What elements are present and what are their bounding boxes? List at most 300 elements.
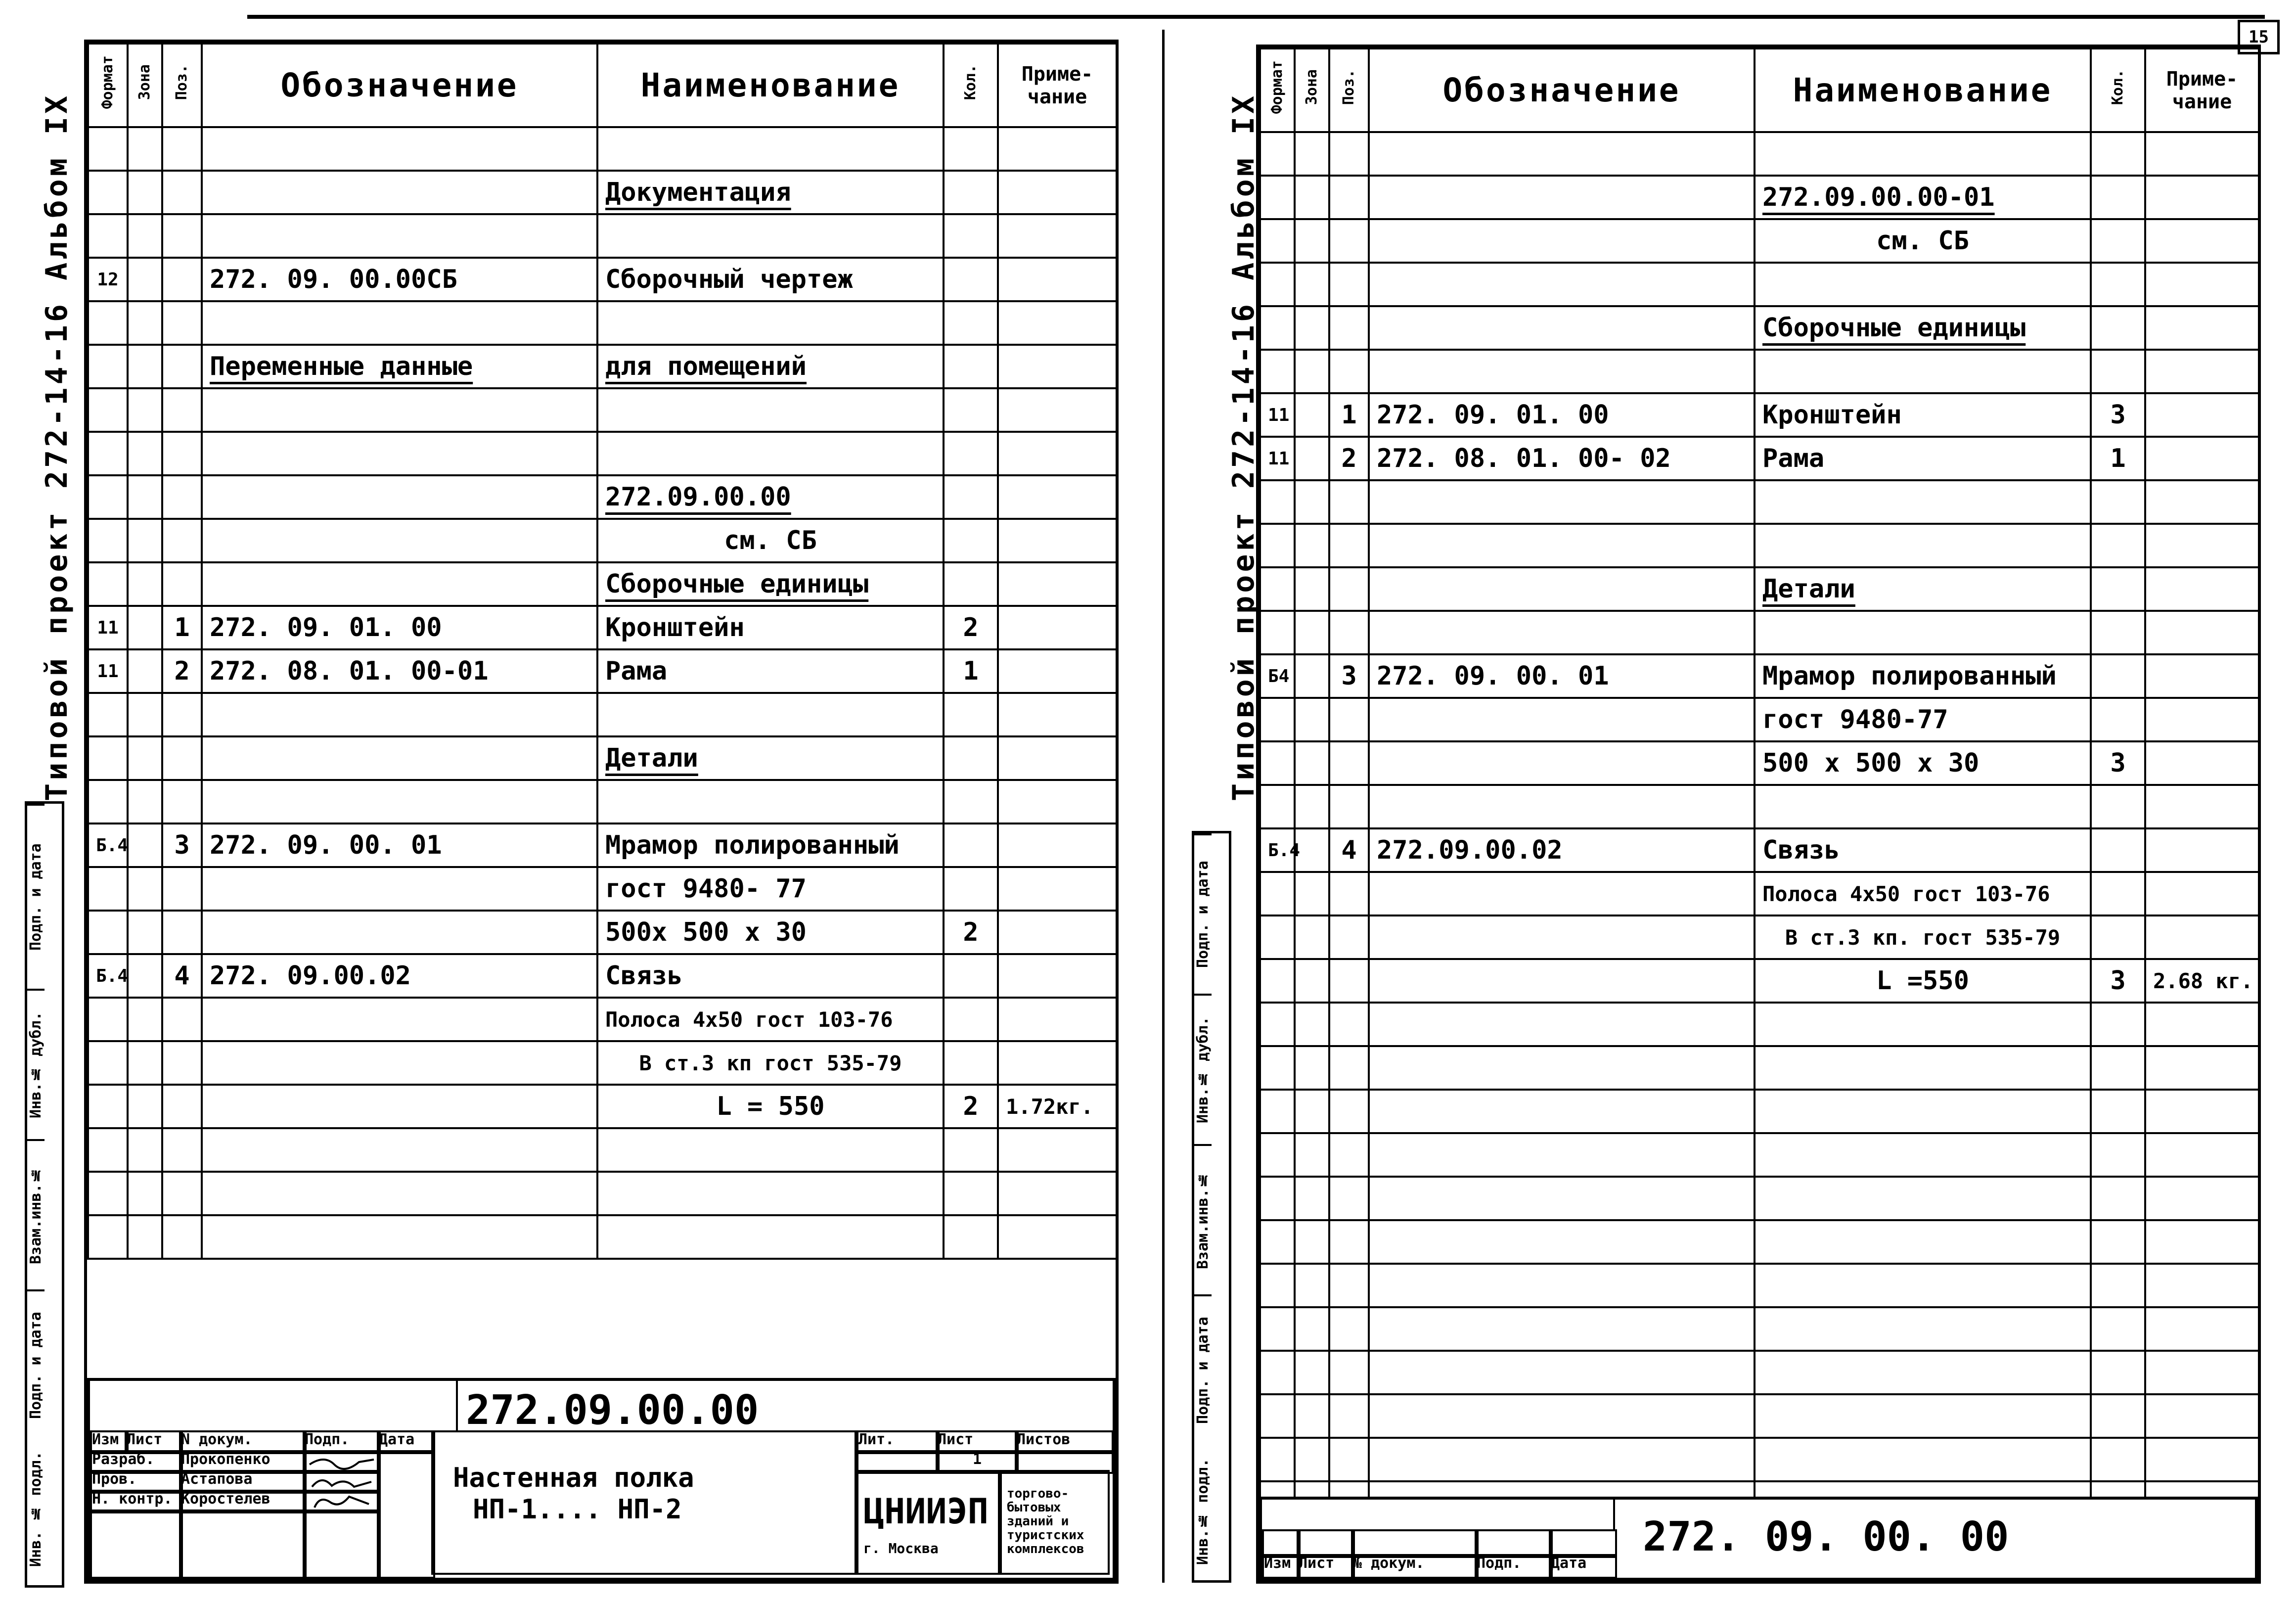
right-qty-cell [2091, 915, 2145, 959]
left-zone-cell [128, 388, 162, 432]
right-designation-cell [1369, 1046, 1755, 1090]
right-spec-row [1260, 567, 2259, 611]
left-qty-cell [944, 911, 998, 954]
right-qty-cell [2091, 1177, 2145, 1220]
right-header-pos: Поз. [1329, 48, 1369, 132]
left-tb-person-3: Коростелев [179, 1490, 307, 1513]
left-qty-cell [944, 214, 998, 258]
right-pos-cell [1329, 350, 1369, 393]
right-note-cell [2145, 1307, 2259, 1351]
right-format-cell [1260, 1264, 1295, 1307]
left-qty-cell [944, 1172, 998, 1215]
left-format-cell [88, 519, 128, 562]
right-qty-cell [2091, 872, 2145, 915]
right-name-cell-text: Сборочные единицы [1762, 313, 2026, 343]
right-qty-cell [2091, 611, 2145, 654]
right-format-cell [1260, 219, 1295, 263]
left-spec-row [88, 475, 1117, 519]
right-pos-cell [1329, 1133, 1369, 1177]
left-name-cell-text: гост 9480- 77 [605, 874, 807, 904]
right-qty-cell [2091, 350, 2145, 393]
right-spec-row [1260, 1220, 2259, 1264]
left-format-cell [88, 171, 128, 214]
left-zone-cell [128, 432, 162, 475]
right-header-row [1260, 48, 2259, 132]
left-zone-cell [128, 519, 162, 562]
right-pos-cell [1329, 1046, 1369, 1090]
right-spec-table [1259, 47, 2260, 1569]
left-pos-cell [162, 562, 202, 606]
left-name-cell-text: 272.09.00.00 [605, 482, 791, 512]
left-zone-cell [128, 345, 162, 388]
right-designation-cell [1369, 785, 1755, 828]
left-side-box-4: Подп. и дата [27, 1289, 45, 1440]
right-name-cell [1755, 524, 2091, 567]
right-spec-row [1260, 654, 2259, 698]
right-name-cell [1755, 176, 2091, 219]
left-qty-cell-text: 2 [963, 613, 979, 642]
left-side-box-2: Инв.№ дубл. [27, 989, 45, 1139]
right-pos-cell [1329, 306, 1369, 350]
right-qty-cell [2091, 219, 2145, 263]
right-zone-cell [1295, 1351, 1329, 1394]
left-designation-cell [202, 736, 597, 780]
left-qty-cell-text: 2 [963, 1092, 979, 1121]
right-spec-row [1260, 611, 2259, 654]
right-note-cell-text: 2.68 кг. [2153, 968, 2253, 993]
left-qty-cell [944, 736, 998, 780]
right-note-cell [2145, 219, 2259, 263]
left-pos-cell-text: 2 [174, 656, 190, 686]
left-product-line2: НП-1.... НП-2 [473, 1494, 682, 1525]
right-format-cell [1260, 1133, 1295, 1177]
left-zone-cell [128, 780, 162, 823]
left-note-cell [998, 475, 1117, 519]
right-format-cell [1260, 828, 1301, 872]
left-designation-cell-text: 272. 09.00.02 [210, 961, 411, 991]
left-header-note: Приме-чание [998, 44, 1117, 127]
right-format-cell [1260, 1220, 1295, 1264]
left-designation-cell [202, 693, 597, 736]
sheet-divider [1162, 30, 1165, 1583]
right-note-cell [2145, 741, 2259, 785]
right-zone-cell [1295, 741, 1329, 785]
right-name-cell-text: Связь [1762, 835, 1840, 865]
left-title-block [87, 1378, 1116, 1581]
left-name-cell [597, 258, 944, 301]
left-org-block [856, 1470, 1000, 1575]
right-designation-cell [1369, 698, 1755, 741]
left-name-cell-text: Сборочные единицы [605, 569, 869, 599]
left-note-cell [998, 954, 1117, 998]
left-tb-sheet-value: 1 [936, 1450, 1019, 1474]
right-name-cell [1755, 698, 2091, 741]
right-spec-body [1260, 48, 2259, 1568]
left-designation-cell [202, 519, 597, 562]
left-qty-cell [944, 562, 998, 606]
right-note-cell [2145, 306, 2259, 350]
left-qty-cell [944, 345, 998, 388]
right-zone-cell [1295, 567, 1329, 611]
right-tb-izm: Изм [1262, 1554, 1301, 1579]
left-header-format: Формат [88, 44, 128, 127]
left-product-name [431, 1430, 856, 1575]
left-name-cell [597, 823, 944, 867]
left-pos-cell-text: 3 [174, 830, 190, 860]
left-tb-lit: Лит. [856, 1430, 940, 1454]
left-pos-cell-text: 4 [174, 961, 190, 991]
left-format-cell [88, 823, 128, 867]
right-zone-cell [1295, 915, 1329, 959]
right-pos-cell-text: 3 [1341, 661, 1357, 691]
right-name-cell-text: В ст.3 кп. гост 535-79 [1785, 925, 2061, 950]
left-name-cell [597, 780, 944, 823]
left-name-cell [597, 1128, 944, 1172]
left-name-cell [597, 214, 944, 258]
left-pos-cell [162, 867, 202, 911]
left-pos-cell [162, 693, 202, 736]
right-spec-row [1260, 437, 2259, 480]
right-note-cell [2145, 480, 2259, 524]
right-format-cell-text: 11 [1268, 448, 1290, 469]
left-name-cell-text: Сборочный чертеж [605, 265, 853, 294]
left-qty-cell [944, 1215, 998, 1259]
left-spec-row [88, 1041, 1117, 1085]
left-format-cell [88, 127, 128, 171]
left-format-cell [88, 1215, 128, 1259]
right-tb-ndok: № докум. [1351, 1554, 1479, 1579]
right-spec-row [1260, 480, 2259, 524]
right-format-cell-text: 11 [1268, 405, 1290, 425]
right-qty-cell [2091, 480, 2145, 524]
right-zone-cell [1295, 132, 1329, 176]
left-qty-cell [944, 301, 998, 345]
left-note-cell [998, 171, 1117, 214]
right-qty-cell [2091, 132, 2145, 176]
left-format-cell [88, 301, 128, 345]
left-side-label: Типовой проект 272-14-16 Альбом IX [40, 92, 74, 801]
right-header-designation: Обозначение [1369, 48, 1755, 132]
right-qty-cell [2091, 263, 2145, 306]
left-org-name: ЦНИИЭП [863, 1491, 989, 1532]
left-designation-cell [202, 345, 597, 388]
left-spec-row [88, 1172, 1117, 1215]
left-name-cell [597, 345, 944, 388]
left-designation-cell [202, 258, 597, 301]
right-designation-cell [1369, 1090, 1755, 1133]
right-note-cell [2145, 698, 2259, 741]
right-note-cell [2145, 611, 2259, 654]
right-spec-row [1260, 1133, 2259, 1177]
right-qty-cell [2091, 393, 2145, 437]
right-designation-cell [1369, 654, 1755, 698]
right-qty-cell [2091, 828, 2145, 872]
right-spec-row [1260, 698, 2259, 741]
left-designation-cell [202, 867, 597, 911]
right-note-cell [2145, 1351, 2259, 1394]
right-qty-cell [2091, 306, 2145, 350]
left-pos-cell [162, 736, 202, 780]
right-zone-cell [1295, 263, 1329, 306]
left-spec-row [88, 388, 1117, 432]
left-format-cell-text: 11 [97, 661, 119, 682]
left-zone-cell [128, 1085, 162, 1128]
left-note-cell [998, 519, 1117, 562]
right-pos-cell [1329, 393, 1369, 437]
right-note-cell [2145, 567, 2259, 611]
right-pos-cell [1329, 611, 1369, 654]
right-name-cell [1755, 654, 2091, 698]
right-header-name: Наименование [1755, 48, 2091, 132]
left-format-cell-text: 11 [97, 617, 119, 638]
right-name-cell [1755, 393, 2091, 437]
left-format-cell [88, 911, 128, 954]
left-spec-row [88, 301, 1117, 345]
left-spec-row [88, 649, 1117, 693]
left-name-cell [597, 475, 944, 519]
left-designation-cell [202, 649, 597, 693]
left-note-cell [998, 867, 1117, 911]
left-pos-cell [162, 911, 202, 954]
left-note-cell [998, 1172, 1117, 1215]
right-pos-cell [1329, 1177, 1369, 1220]
left-header-row [88, 44, 1117, 127]
left-note-cell [998, 301, 1117, 345]
left-qty-cell [944, 954, 998, 998]
left-note-cell [998, 1085, 1117, 1128]
left-header-name: Наименование [597, 44, 944, 127]
left-format-cell [88, 998, 128, 1041]
left-zone-cell [128, 606, 162, 649]
right-designation-cell-text: 272. 08. 01. 00- 02 [1377, 444, 1671, 473]
left-zone-cell [128, 127, 162, 171]
right-zone-cell [1295, 1264, 1329, 1307]
right-side-boxes [1192, 831, 1231, 1583]
right-side-box-2: Инв.№ дубл. [1194, 994, 1212, 1144]
right-zone-cell [1295, 219, 1329, 263]
left-designation-cell [202, 388, 597, 432]
right-designation-cell-text: 272. 09. 01. 00 [1377, 400, 1609, 430]
right-side-box-5: Инв.№ подл. [1194, 1458, 1212, 1565]
right-format-cell [1260, 1046, 1295, 1090]
left-pos-cell [162, 1128, 202, 1172]
right-spec-row [1260, 1046, 2259, 1090]
right-spec-row [1260, 393, 2259, 437]
right-format-cell [1260, 263, 1295, 306]
right-format-cell [1260, 306, 1295, 350]
right-note-cell [2145, 1220, 2259, 1264]
right-qty-cell [2091, 1003, 2145, 1046]
left-format-cell [88, 606, 128, 649]
right-pos-cell [1329, 828, 1369, 872]
right-spec-row [1260, 350, 2259, 393]
left-note-cell [998, 258, 1117, 301]
right-name-cell [1755, 1307, 2091, 1351]
right-pos-cell [1329, 872, 1369, 915]
left-qty-cell [944, 1085, 998, 1128]
left-note-cell [998, 823, 1117, 867]
right-spec-row [1260, 872, 2259, 915]
right-name-cell [1755, 567, 2091, 611]
right-name-cell [1755, 1220, 2091, 1264]
right-spec-row [1260, 828, 2259, 872]
right-note-cell [2145, 132, 2259, 176]
left-designation-cell [202, 911, 597, 954]
right-name-cell [1755, 132, 2091, 176]
right-name-cell [1755, 1351, 2091, 1394]
left-designation-cell [202, 562, 597, 606]
left-tb-data: Дата [377, 1430, 435, 1454]
right-note-cell [2145, 176, 2259, 219]
right-header-format: Формат [1260, 48, 1295, 132]
right-side-label: Типовой проект 272-14-16 Альбом IX [1226, 92, 1261, 801]
left-designation-cell [202, 1085, 597, 1128]
right-zone-cell [1295, 959, 1329, 1003]
left-pos-cell [162, 823, 202, 867]
right-title-block [1259, 1497, 2258, 1581]
right-format-cell [1260, 698, 1295, 741]
left-designation-cell-text: 272. 09. 00. 01 [210, 830, 442, 860]
left-pos-cell [162, 301, 202, 345]
left-pos-cell [162, 1215, 202, 1259]
left-name-cell-text: для помещений [605, 352, 807, 381]
right-name-cell-text: 272.09.00.00-01 [1762, 183, 1995, 212]
right-designation-cell [1369, 1351, 1755, 1394]
right-qty-cell [2091, 698, 2145, 741]
left-name-cell [597, 1041, 944, 1085]
left-qty-cell [944, 823, 998, 867]
left-zone-cell [128, 954, 162, 998]
right-designation-cell [1369, 437, 1755, 480]
right-designation-cell [1369, 480, 1755, 524]
right-pos-cell [1329, 219, 1369, 263]
left-qty-cell [944, 780, 998, 823]
left-name-cell [597, 649, 944, 693]
left-spec-table [87, 43, 1118, 1260]
left-pos-cell [162, 606, 202, 649]
right-spec-row [1260, 1003, 2259, 1046]
left-tb-podp: Подп. [303, 1430, 381, 1454]
right-name-cell [1755, 915, 2091, 959]
left-spec-row [88, 693, 1117, 736]
left-format-cell-text: Б.4 [96, 835, 129, 856]
left-format-cell [88, 388, 128, 432]
left-qty-cell [944, 475, 998, 519]
left-header-designation: Обозначение [202, 44, 597, 127]
right-name-cell [1755, 1133, 2091, 1177]
right-note-cell [2145, 1177, 2259, 1220]
left-zone-cell [128, 867, 162, 911]
right-pos-cell [1329, 1307, 1369, 1351]
right-pos-cell [1329, 741, 1369, 785]
left-header-qty: Кол. [944, 44, 998, 127]
right-qty-cell [2091, 785, 2145, 828]
left-name-cell [597, 911, 944, 954]
right-qty-cell-text: 3 [2110, 748, 2126, 778]
left-tb-person-1: Прокопенко [179, 1450, 307, 1474]
left-zone-cell [128, 823, 162, 867]
right-zone-cell [1295, 1046, 1329, 1090]
right-tb-data: Дата [1549, 1554, 1617, 1579]
top-border-line [247, 15, 2265, 19]
left-name-cell [597, 867, 944, 911]
left-qty-cell [944, 1128, 998, 1172]
right-format-cell [1260, 176, 1295, 219]
left-format-cell-text: Б.4 [96, 965, 129, 986]
left-name-cell [597, 1172, 944, 1215]
left-spec-row [88, 780, 1117, 823]
left-tb-person-2: Астапова [179, 1470, 307, 1494]
right-pos-cell [1329, 959, 1369, 1003]
left-pos-cell [162, 780, 202, 823]
right-qty-cell [2091, 1220, 2145, 1264]
right-pos-cell [1329, 1003, 1369, 1046]
left-designation-cell [202, 127, 597, 171]
left-name-cell-text: L = 550 [716, 1092, 825, 1121]
left-tb-role-3: Н. контр. [90, 1490, 183, 1513]
left-qty-cell-text: 1 [963, 656, 979, 686]
right-format-cell [1260, 1177, 1295, 1220]
right-header-qty: Кол. [2091, 48, 2145, 132]
right-spec-row [1260, 132, 2259, 176]
right-qty-cell [2091, 437, 2145, 480]
right-note-cell [2145, 785, 2259, 828]
right-designation-cell-text: 272. 09. 00. 01 [1377, 661, 1609, 691]
right-note-cell [2145, 1438, 2259, 1481]
left-note-cell [998, 345, 1117, 388]
right-designation-cell [1369, 176, 1755, 219]
left-note-cell [998, 432, 1117, 475]
right-format-cell-text: Б4 [1268, 666, 1290, 686]
left-spec-row [88, 606, 1117, 649]
right-designation-cell [1369, 219, 1755, 263]
left-name-cell [597, 736, 944, 780]
left-name-cell [597, 606, 944, 649]
right-note-cell [2145, 915, 2259, 959]
right-pos-cell [1329, 1394, 1369, 1438]
left-note-cell [998, 388, 1117, 432]
right-zone-cell [1295, 350, 1329, 393]
left-zone-cell [128, 1128, 162, 1172]
left-tb-sheet: Лист [936, 1430, 1019, 1454]
right-pos-cell [1329, 524, 1369, 567]
right-designation-cell [1369, 915, 1755, 959]
right-qty-cell [2091, 1351, 2145, 1394]
right-name-cell [1755, 872, 2091, 915]
right-pos-cell [1329, 915, 1369, 959]
right-format-cell [1260, 959, 1295, 1003]
right-zone-cell [1295, 872, 1329, 915]
right-pos-cell-text: 4 [1341, 835, 1357, 865]
left-spec-row [88, 1085, 1117, 1128]
left-format-cell [88, 1128, 128, 1172]
left-name-cell-text: 500х 500 х 30 [605, 917, 807, 947]
right-format-cell [1260, 437, 1295, 480]
right-name-cell-text: Рама [1762, 444, 1825, 473]
left-note-cell [998, 736, 1117, 780]
right-format-cell [1260, 1003, 1295, 1046]
left-zone-cell [128, 911, 162, 954]
right-note-cell [2145, 654, 2259, 698]
left-name-cell-text: Кронштейн [605, 613, 745, 642]
left-name-cell-text: Рама [605, 656, 668, 686]
left-side-boxes [25, 801, 64, 1588]
left-spec-row [88, 171, 1117, 214]
left-format-cell [88, 693, 128, 736]
right-zone-cell [1295, 611, 1329, 654]
right-designation-cell [1369, 524, 1755, 567]
left-note-cell [998, 998, 1117, 1041]
